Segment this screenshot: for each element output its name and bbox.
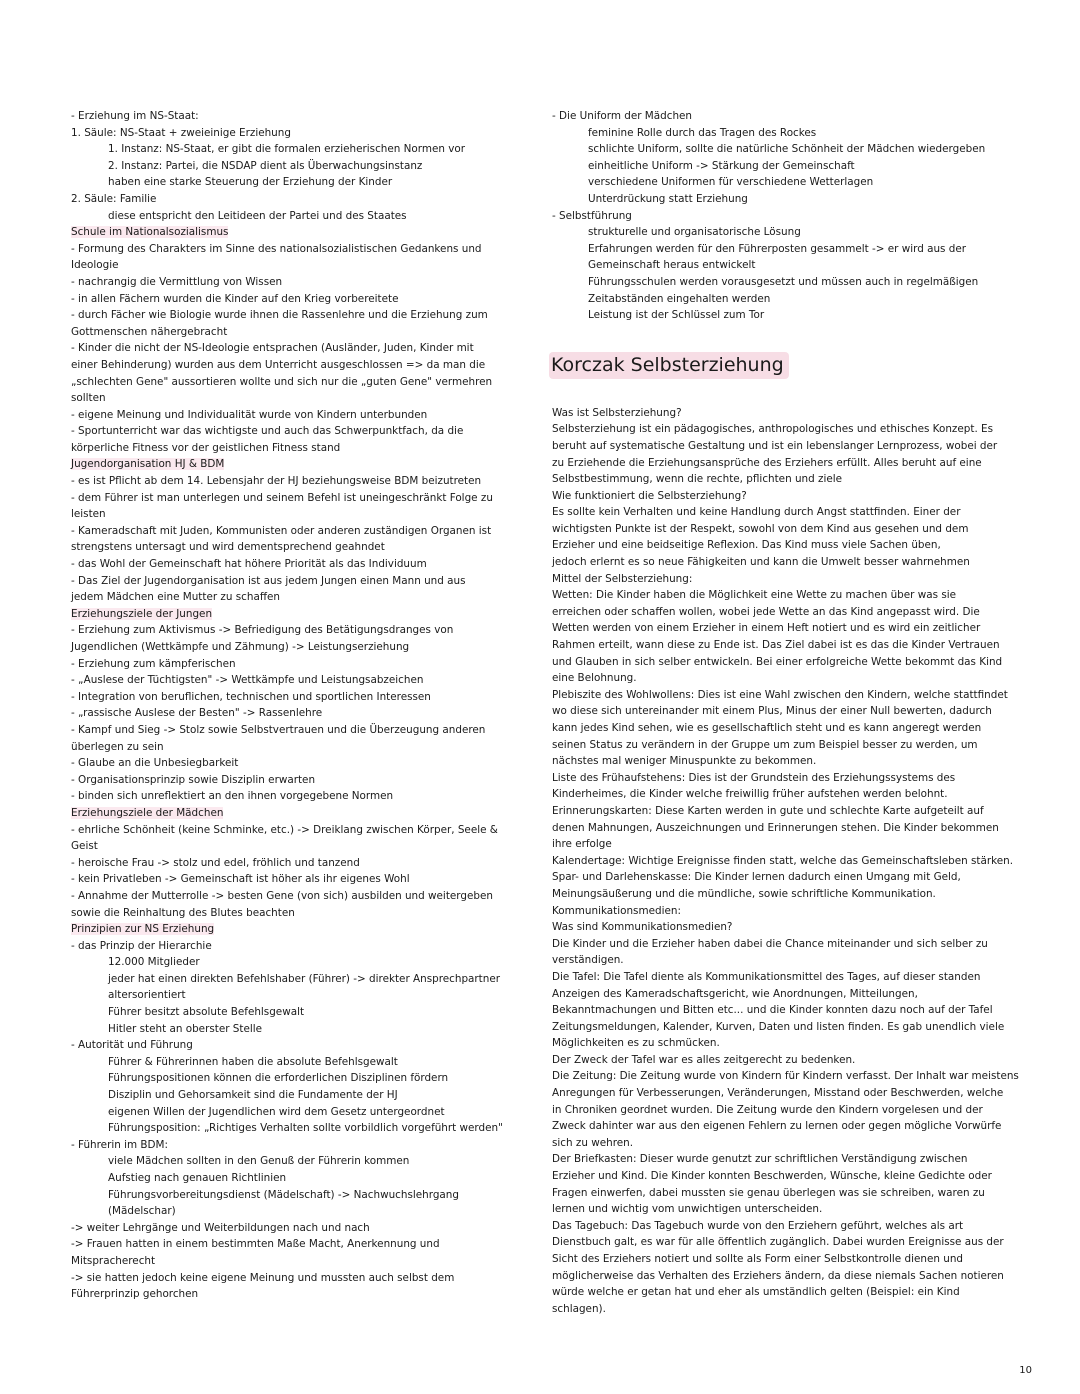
text-line: - in allen Fächern wurden die Kinder auf den Krieg vorbereitete xyxy=(71,292,399,305)
right-column xyxy=(552,108,1022,1317)
text-line: Plebiszite des Wohlwollens: Dies ist eine Wahl zwischen den Kindern, welche stattfindet xyxy=(552,688,1008,701)
body-text xyxy=(552,405,1022,1318)
text-line: Bekanntmachungen und Bitten etc... und die Kinder konnten dazu noch auf der Tafel xyxy=(552,1004,993,1017)
text-line: - Formung des Charakters im Sinne des nationalsozialistischen Gedankens und xyxy=(71,242,482,255)
text-line: Kinderheimes, die Kinder welche freiwillig früher aufstehen werden belohnt. xyxy=(552,788,948,801)
text-line: - Führerin im BDM: xyxy=(71,1138,169,1151)
text-line: körperliche Fitness vor der geistlichen Fitness stand xyxy=(71,441,341,454)
text-line: denen Mahnungen, Auszeichnungen und Erinnerungen stehen. Die Kinder bekommen xyxy=(552,821,999,834)
text-line: - Glaube an die Unbesiegbarkeit xyxy=(71,757,239,770)
text-line: Liste des Frühaufstehens: Dies ist der Grundstein des Erziehungssystems des xyxy=(552,771,956,784)
text-line: eine Belohnung. xyxy=(552,672,637,685)
text-line: jedoch erlernt es so neue Fähigkeiten und kann die Umwelt besser wahrnehmen xyxy=(552,556,970,569)
text-line: - Erziehung zum kämpferischen xyxy=(71,657,236,670)
list-item: strukturelle und organisatorische Lösung xyxy=(588,226,801,239)
list-item: Leistung ist der Schlüssel zum Tor xyxy=(588,309,765,322)
text-line: - Die Uniform der Mädchen xyxy=(552,110,693,122)
list-item: Hitler steht an oberster Stelle xyxy=(108,1022,263,1035)
text-line: beruht auf systematische Gestaltung und ist ein lebenslanger Lernprozess, wobei der xyxy=(552,439,998,452)
text-line: - dem Führer ist man unterlegen und seinem Befehl ist uneingeschränkt Folge zu xyxy=(71,491,493,504)
text-line: wichtigsten Punkte ist der Respekt, sowohl von dem Kind aus gesehen und dem xyxy=(552,522,969,535)
list-item: Zeitabständen eingehalten werden xyxy=(588,292,771,305)
text-line: Zeitungsmeldungen, Kalender, Kurven, Daten und listen finden. Es gab unendlich viele xyxy=(552,1020,1005,1033)
text-line: Erzieher und eine beidseitige Reflexion. Das Kind muss viele Sachen üben, xyxy=(552,539,941,552)
subheading-maedchen: Erziehungsziele der Mädchen xyxy=(71,806,224,819)
text-line: - das Prinzip der Hierarchie xyxy=(71,939,212,952)
text-line: Ideologie xyxy=(71,259,119,272)
text-line: Was ist Selbsterziehung? xyxy=(552,406,682,419)
text-line: -> weiter Lehrgänge und Weiterbildungen nach und nach xyxy=(71,1221,370,1234)
section-title: Korczak Selbsterziehung xyxy=(549,352,789,379)
list-item: Führer & Führerinnen haben die absolute Befehlsgewalt xyxy=(108,1055,398,1068)
list-item: Führungsschulen werden vorausgesetzt und müssen auch in regelmäßigen xyxy=(588,275,979,288)
text-line: - heroische Frau -> stolz und edel, fröhlich und tanzend xyxy=(71,856,360,869)
text-line: Der Zweck der Tafel war es alles zeitgerecht zu bedenken. xyxy=(552,1053,856,1066)
text-line: - binden sich unreflektiert an den ihnen vorgegebene Normen xyxy=(71,790,394,803)
list-item: verschiedene Uniformen für verschiedene Wetterlagen xyxy=(588,176,874,189)
list-item: Gemeinschaft heraus entwickelt xyxy=(588,259,756,272)
text-line: Selbstbestimmung, wenn die rechte, pflichten und ziele xyxy=(552,473,843,486)
text-line: Das Tagebuch: Das Tagebuch wurde von den Erziehern geführt, welches als art xyxy=(552,1219,964,1232)
subheading-jungen: Erziehungsziele der Jungen xyxy=(71,607,213,620)
text-line: Anregungen für Verbesserungen, Veränderungen, Misstand oder Beschwerden, welche xyxy=(552,1087,1004,1100)
text-line: Rahmen erteilt, wann diese zu Ende ist. Das Ziel dabei ist es das die Kinder Vertrauen xyxy=(552,639,1000,652)
text-line: Dienstbuch galt, es war für alle öffentlich zugänglich. Dabei wurden Ereignisse aus der xyxy=(552,1236,1004,1249)
text-line: einer Behinderung) wurden aus dem Unterricht ausgeschlossen => da man die xyxy=(71,358,486,371)
text-line: strengstens untersagt und wird dementsprechend geahndet xyxy=(71,541,385,554)
text-line: Gottmenschen nähergebracht xyxy=(71,325,228,338)
list-item: Unterdrückung statt Erziehung xyxy=(588,192,748,205)
text-line: wo diese sich untereinander mit einem Plus, Minus der einer Null bewerten, dadurch xyxy=(552,705,992,718)
text-line: Spar- und Darlehenskasse: Die Kinder lernen dadurch einen Umgang mit Geld, xyxy=(552,871,961,884)
text-line: würde welche er getan hat und eher als umständlich gelten (Beispiel: ein Kind xyxy=(552,1286,960,1299)
text-line: Was sind Kommunikationsmedien? xyxy=(552,921,733,934)
text-line: -> Frauen hatten in einem bestimmten Maße Macht, Anerkennung und xyxy=(71,1238,440,1251)
text-line: - das Wohl der Gemeinschaft hat höhere Priorität als das Individuum xyxy=(71,558,427,571)
text-line: Kommunikationsmedien: xyxy=(552,904,681,917)
list-item: einheitliche Uniform -> Stärkung der Gemeinschaft xyxy=(588,159,855,172)
text-line: - Autorität und Führung xyxy=(71,1039,193,1052)
text-line: - ehrliche Schönheit (keine Schminke, etc.) -> Dreiklang zwischen Körper, Seele & xyxy=(71,823,498,836)
text-line: Erzieher und Kind. Die Kinder konnten Beschwerden, Wünsche, kleine Gedichte oder xyxy=(552,1170,992,1183)
text-line: ihre erfolge xyxy=(552,838,612,851)
text-line: zu Erziehende die Erziehungsansprüche des Erziehers erfüllt. Alles beruht auf eine xyxy=(552,456,982,469)
text-line: leisten xyxy=(71,508,106,521)
saeule-2: 2. Säule: Familie xyxy=(71,192,157,205)
text-line: - Kameradschaft mit Juden, Kommunisten oder anderen zuständigen Organen ist xyxy=(71,524,492,537)
saeule-1: 1. Säule: NS-Staat + zweieinige Erziehung xyxy=(71,126,291,139)
text-line: sowie die Reinhaltung des Blutes beachten xyxy=(71,906,295,919)
text-line: Möglichkeiten es zu schmücken. xyxy=(552,1037,720,1050)
text-line: - Sportunterricht war das wichtigste und auch das Schwerpunktfach, da die xyxy=(71,425,464,438)
text-line: jedem Mädchen eine Mutter zu schaffen xyxy=(71,591,280,604)
text-line: überlegen zu sein xyxy=(71,740,164,753)
text-line: Wetten: Die Kinder haben die Möglichkeit eine Wette zu machen über was sie xyxy=(552,589,957,602)
text-line: Die Tafel: Die Tafel diente als Kommunikationsmittel des Tages, auf dieser standen xyxy=(552,970,981,983)
text-line: möglicherweise das Verhalten des Erziehers ändern, da diese niemals Sachen notieren xyxy=(552,1269,1004,1282)
text-line: sich zu wehren. xyxy=(552,1136,634,1149)
text-line: Die Kinder und die Erzieher haben dabei die Chance miteinander und sich selber zu xyxy=(552,937,988,950)
text-line: erreichen oder schaffen wollen, wobei jede Wette an das Kind angepasst wird. Die xyxy=(552,605,980,618)
list-item: jeder hat einen direkten Befehlshaber (Führer) -> direkter Ansprechpartner xyxy=(108,972,501,985)
text-line: in Chroniken geordnet wurden. Die Zeitung wurde den Kindern vorgelesen und der xyxy=(552,1103,983,1116)
text-line: Führerprinzip gehorchen xyxy=(71,1288,199,1301)
text-line: Zweck dahinter war aus den eigenen Fehlern zu lernen oder gegen mögliche Vorwürfe xyxy=(552,1120,1002,1133)
text-line: - Kampf und Sieg -> Stolz sowie Selbstvertrauen und die Überzeugung anderen xyxy=(71,723,486,736)
text-line: - Integration von beruflichen, technischen und sportlichen Interessen xyxy=(71,690,431,703)
text-line: - es ist Pflicht ab dem 14. Lebensjahr der HJ beziehungsweise BDM beizutreten xyxy=(71,475,482,488)
text-line: - nachrangig die Vermittlung von Wissen xyxy=(71,275,283,288)
list-item: Führer besitzt absolute Befehlsgewalt xyxy=(108,1006,305,1019)
list-item: Führungsposition: „Richtiges Verhalten sollte vorbildlich vorgeführt werden" xyxy=(108,1122,503,1135)
text-line: Jugendlichen (Wettkämpfe und Zähmung) -> Leistungserziehung xyxy=(71,641,410,653)
text-line: - „rassische Auslese der Besten" -> Rassenlehre xyxy=(71,707,323,720)
text-line: - durch Fächer wie Biologie wurde ihnen die Rassenlehre und die Erziehung zum xyxy=(71,309,488,322)
text-line: Fragen einwerfen, dabei mussten sie genau überlegen was sie schreiben, waren zu xyxy=(552,1186,985,1199)
text-line: kann jedes Kind sehen, wie es gesellschaftlich steht und es kann angeregt werden xyxy=(552,722,982,734)
subheading-jugend: Jugendorganisation HJ & BDM xyxy=(71,458,225,471)
list-item: Führungspositionen können die erforderlichen Disziplinen fördern xyxy=(108,1072,449,1085)
list-item: Erfahrungen werden für den Führerposten gesammelt -> er wird aus der xyxy=(588,242,967,255)
list-item: (Mädelschar) xyxy=(108,1205,176,1218)
text-line: Meinungsäußerung und die mündliche, sowie schriftliche Kommunikation. xyxy=(552,887,936,900)
subheading-schule: Schule im Nationalsozialismus xyxy=(71,226,229,239)
text-line: Es sollte kein Verhalten und keine Handlung durch Angst stattfinden. Einer der xyxy=(552,506,961,519)
list-item: 12.000 Mitglieder xyxy=(108,956,200,969)
text-line: und Glauben in sich selber entwickeln. Bei einer erfolgreiche Wette bekommt das Kind xyxy=(552,655,1003,668)
text-line: - Organisationsprinzip sowie Disziplin erwarten xyxy=(71,773,316,786)
list-item: schlichte Uniform, sollte die natürliche Schönheit der Mädchen wiedergeben xyxy=(588,143,986,156)
text-line: „schlechten Gene" aussortieren wollte und sich nur die „guten Gene" vermehren xyxy=(71,375,493,388)
text-line: nächstes mal weniger Minuspunkte zu bekommen. xyxy=(552,755,817,768)
text-line: Erinnerungskarten: Diese Karten werden in gute und schlechte Karte aufgeteilt auf xyxy=(552,804,984,817)
list-item: Führungsvorbereitungsdienst (Mädelschaft) -> Nachwuchslehrgang xyxy=(108,1188,459,1201)
section-heading-erziehung: - Erziehung im NS-Staat: xyxy=(71,110,199,122)
list-item: eigenen Willen der Jugendlichen wird dem Gesetz untergeordnet xyxy=(108,1105,445,1118)
text-line: Wetten werden von einem Erzieher in einem Heft notiert und es wird ein zeitlicher xyxy=(552,622,981,635)
text-line: - Das Ziel der Jugendorganisation ist aus jedem Jungen einen Mann und aus xyxy=(71,574,466,587)
text-line: seinen Status zu verändern in der Gruppe um zum Beispiel besser zu werden, um xyxy=(552,738,978,751)
text-line: Mittel der Selbsterziehung: xyxy=(552,572,693,585)
text-line: Geist xyxy=(71,840,98,853)
text-line: schlagen). xyxy=(552,1302,606,1315)
list-item: viele Mädchen sollten in den Genuß der Führerin kommen xyxy=(108,1155,410,1168)
text-line: Anzeigen des Kameradschaftsgericht, wie Anordnungen, Mitteilungen, xyxy=(552,987,918,1000)
text-line: - „Auslese der Tüchtigsten" -> Wettkämpfe und Leistungsabzeichen xyxy=(71,674,424,687)
text-line: - Erziehung zum Aktivismus -> Befriedigung des Betätigungsdranges von xyxy=(71,624,454,637)
text-line: - Kinder die nicht der NS-Ideologie entsprachen (Ausländer, Juden, Kinder mit xyxy=(71,342,474,355)
text-line: Selbsterziehung ist ein pädagogisches, anthropologisches und ethisches Konzept. Es xyxy=(552,423,994,436)
list-item: 2. Instanz: Partei, die NSDAP dient als Überwachungsinstanz xyxy=(108,159,423,172)
text-line: -> sie hatten jedoch keine eigene Meinung und mussten auch selbst dem xyxy=(71,1271,455,1284)
list-item: diese entspricht den Leitideen der Partei und des Staates xyxy=(108,209,407,222)
text-line: lernen und wichtig vom unwichtigen unterscheiden. xyxy=(552,1203,823,1216)
text-line: Die Zeitung: Die Zeitung wurde von Kindern für Kindern verfasst. Der Inhalt war meistens xyxy=(552,1070,1019,1083)
text-line: - kein Privatleben -> Gemeinschaft ist höher als ihr eigenes Wohl xyxy=(71,873,410,886)
text-line: Der Briefkasten: Dieser wurde genutzt zur schriftlichen Verständigung zwischen xyxy=(552,1153,968,1166)
text-line: verständigen. xyxy=(552,954,624,967)
text-line: Wie funktioniert die Selbsterziehung? xyxy=(552,489,747,502)
text-line: - Selbstführung xyxy=(552,209,632,222)
text-line: Mitspracherecht xyxy=(71,1254,156,1267)
list-item: altersorientiert xyxy=(108,989,186,1002)
left-column xyxy=(71,108,511,1303)
page-number: 10 xyxy=(1019,1365,1032,1377)
list-item: haben eine starke Steuerung der Erziehung der Kinder xyxy=(108,176,393,189)
text-line: sollten xyxy=(71,392,106,405)
text-line: - eigene Meinung und Individualität wurde von Kindern unterbunden xyxy=(71,408,428,421)
list-item: Disziplin und Gehorsamkeit sind die Fundamente der HJ xyxy=(108,1089,398,1102)
text-line: Sicht des Erziehers notiert und sollte als Form einer Selbstkontrolle dienen und xyxy=(552,1253,964,1265)
text-line: Kalendertage: Wichtige Ereignisse finden statt, welche das Gemeinschaftsleben stärken. xyxy=(552,854,1014,867)
list-item: feminine Rolle durch das Tragen des Rockes xyxy=(588,126,817,139)
list-item: Aufstieg nach genauen Richtlinien xyxy=(108,1172,287,1184)
list-item: 1. Instanz: NS-Staat, er gibt die formalen erzieherischen Normen vor xyxy=(108,143,466,156)
subheading-prinzipien: Prinzipien zur NS Erziehung xyxy=(71,923,215,936)
text-line: - Annahme der Mutterrolle -> besten Gene (von sich) ausbilden und weitergeben xyxy=(71,889,493,902)
